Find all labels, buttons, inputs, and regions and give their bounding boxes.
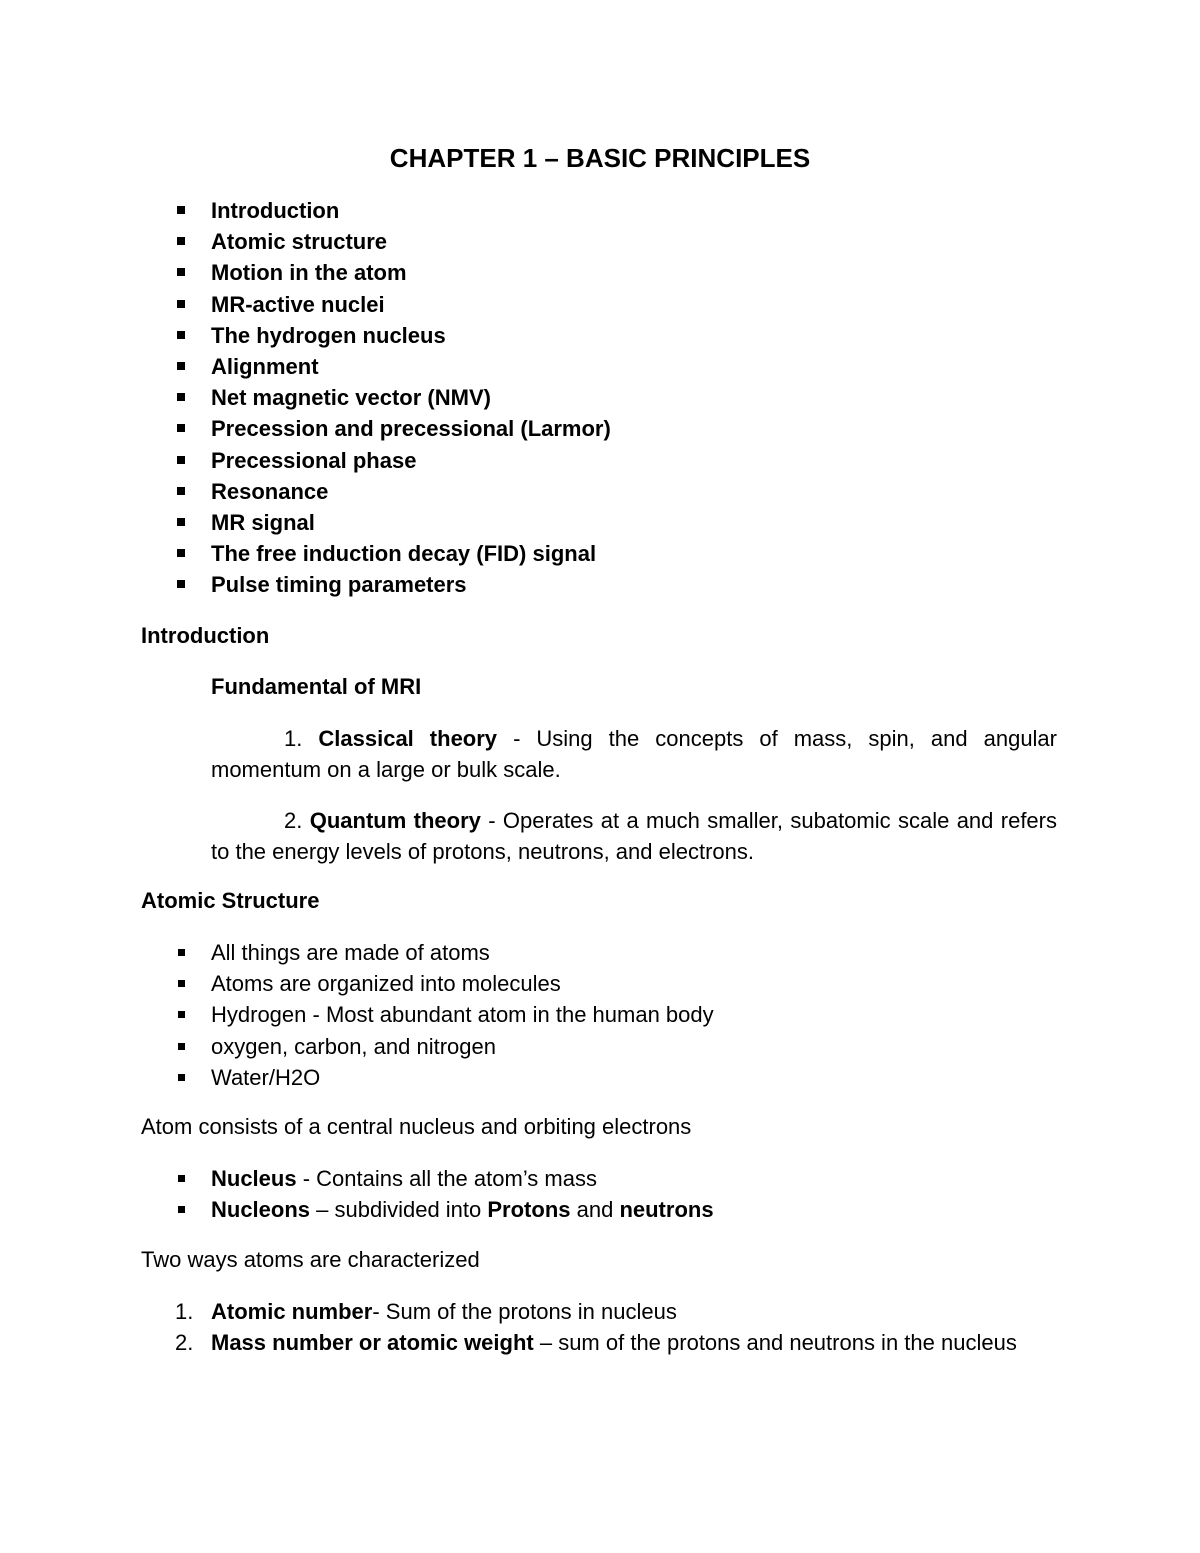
list-item: Resonance <box>0 476 1200 507</box>
square-bullet-icon <box>177 518 185 526</box>
atom-consists-text: Atom consists of a central nucleus and orbiting electrons <box>141 1114 692 1139</box>
list-item: oxygen, carbon, and nitrogen <box>0 1031 1200 1062</box>
square-bullet-icon <box>178 1206 185 1213</box>
list-item: Atomic structure <box>0 226 1200 257</box>
square-bullet-icon <box>177 424 185 432</box>
list-item: Introduction <box>0 195 1200 226</box>
square-bullet-icon <box>177 487 185 495</box>
square-bullet-icon <box>178 949 185 956</box>
list-item: Motion in the atom <box>0 257 1200 288</box>
list-item: MR signal <box>0 507 1200 538</box>
chapter-outline-list <box>0 195 1200 600</box>
section-heading-introduction: Introduction <box>141 623 270 648</box>
square-bullet-icon <box>178 1175 185 1182</box>
list-item: Water/H2O <box>0 1062 1200 1093</box>
square-bullet-icon <box>177 456 185 464</box>
characterization-numbered-list <box>0 1296 1200 1389</box>
square-bullet-icon <box>177 362 185 370</box>
list-item: 1. Atomic number- Sum of the protons in nucleus <box>175 1299 677 1324</box>
list-item: The hydrogen nucleus <box>0 320 1200 351</box>
list-item: Precessional phase <box>0 445 1200 476</box>
square-bullet-icon <box>177 549 185 557</box>
atomic-bullet-list <box>0 937 1200 1093</box>
list-item: Nucleus - Contains all the atom’s mass <box>0 1163 1200 1194</box>
square-bullet-icon <box>177 331 185 339</box>
chapter-title: CHAPTER 1 – BASIC PRINCIPLES <box>389 143 811 173</box>
square-bullet-icon <box>177 300 185 308</box>
two-ways-text: Two ways atoms are characterized <box>141 1247 480 1272</box>
theory-paragraph: 2. Quantum theory - Operates at a much smaller, subatomic scale and refers to the energy levels of protons, neutrons, and electrons. <box>211 808 1057 864</box>
theory-paragraph: 1. Classical theory - Using the concepts of mass, spin, and angular momentum on a large or bulk scale. <box>211 726 1057 782</box>
list-item: Precession and precessional (Larmor) <box>0 413 1200 444</box>
list-item: Atoms are organized into molecules <box>0 968 1200 999</box>
list-item: Hydrogen - Most abundant atom in the human body <box>0 999 1200 1030</box>
list-item: The free induction decay (FID) signal <box>0 538 1200 569</box>
list-item: Pulse timing parameters <box>0 569 1200 600</box>
square-bullet-icon <box>177 268 185 276</box>
list-item: All things are made of atoms <box>0 937 1200 968</box>
nucleus-bullet-list <box>0 1163 1200 1225</box>
subheading-fundamental: Fundamental of MRI <box>211 674 422 699</box>
list-item: Nucleons – subdivided into Protons and neutrons <box>0 1194 1200 1225</box>
square-bullet-icon <box>178 1043 185 1050</box>
square-bullet-icon <box>177 393 185 401</box>
list-item: Net magnetic vector (NMV) <box>0 382 1200 413</box>
square-bullet-icon <box>178 980 185 987</box>
square-bullet-icon <box>177 580 185 588</box>
list-item: Alignment <box>0 351 1200 382</box>
section-heading-atomic-structure: Atomic Structure <box>141 888 320 913</box>
list-item: MR-active nuclei <box>0 289 1200 320</box>
square-bullet-icon <box>178 1074 185 1081</box>
square-bullet-icon <box>177 237 185 245</box>
square-bullet-icon <box>177 206 185 214</box>
list-item: 2. Mass number or atomic weight – sum of the protons and neutrons in the nucleus <box>175 1330 1017 1355</box>
square-bullet-icon <box>178 1011 185 1018</box>
